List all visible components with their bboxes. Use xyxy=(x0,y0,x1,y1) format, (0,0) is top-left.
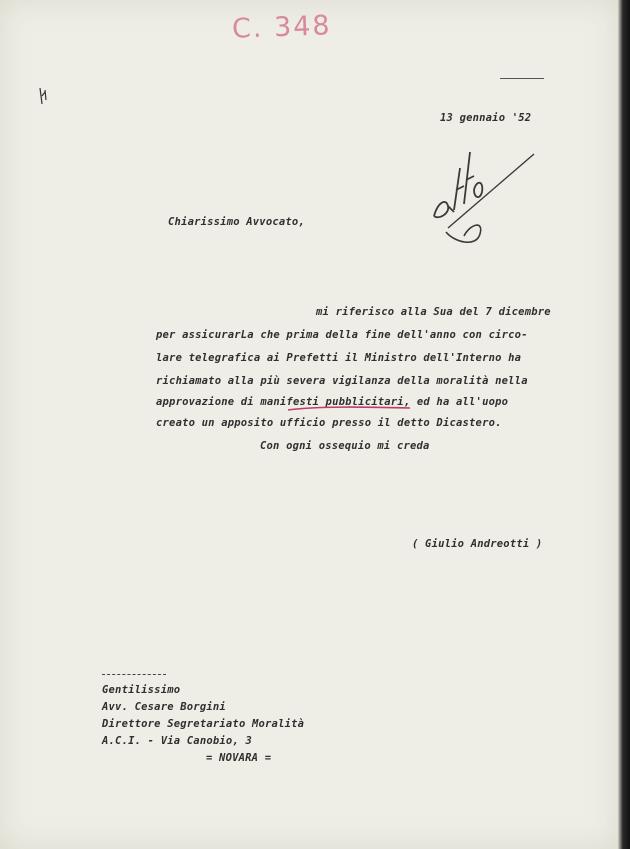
recipient-city: = NOVARA = xyxy=(206,752,272,764)
body-line-5: approvazione di manifesti pubblicitari, ed ha all'uopo xyxy=(156,396,509,408)
recipient-line-1: Gentilissimo xyxy=(102,684,181,696)
red-pencil-underline xyxy=(286,404,412,412)
body-line-6: creato un apposito ufficio presso il detto Dicastero. xyxy=(156,417,502,429)
recipient-line-2: Avv. Cesare Borgini xyxy=(102,701,226,713)
top-right-rule xyxy=(500,78,544,79)
body-line-4: richiamato alla più severa vigilanza della moralità nella xyxy=(156,375,528,387)
letter-date: 13 gennaio '52 xyxy=(440,112,532,124)
recipient-line-4: A.C.I. - Via Canobio, 3 xyxy=(102,735,252,747)
closing-line: Con ogni ossequio mi creda xyxy=(260,440,430,452)
body-line-3: lare telegrafica ai Prefetti il Ministro dell'Interno ha xyxy=(156,352,522,364)
handwritten-signature xyxy=(420,140,540,258)
body-line-2: per assicurarLa che prima della fine dell'anno con circo- xyxy=(156,329,528,341)
margin-pencil-mark xyxy=(36,86,50,108)
salutation: Chiarissimo Avvocato, xyxy=(168,216,305,228)
scan-edge xyxy=(618,0,630,849)
signatory-name: ( Giulio Andreotti ) xyxy=(412,538,543,550)
body-line-1: mi riferisco alla Sua del 7 dicembre xyxy=(316,306,551,318)
archive-number: C. 348 xyxy=(231,10,333,45)
recipient-line-3: Direttore Segretariato Moralità xyxy=(102,718,305,730)
recipient-separator xyxy=(102,674,166,676)
